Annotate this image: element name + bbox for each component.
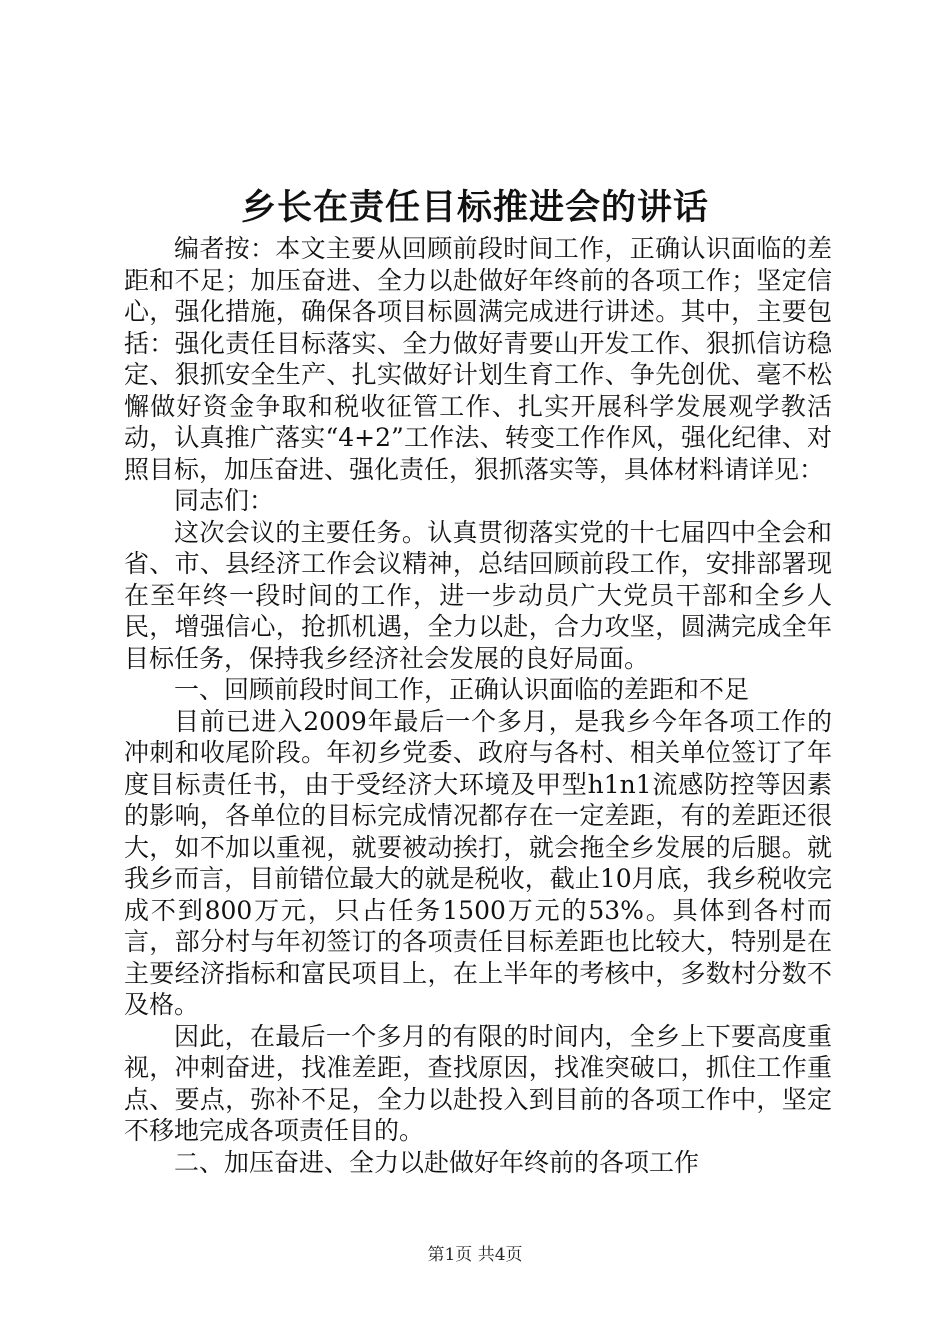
meeting-task-paragraph: 这次会议的主要任务。认真贯彻落实党的十七届四中全会和省、市、县经济工作会议精神，总结回顾前段工作，安排部署现在至年终一段时间的工作，进一步动员广大党员干部和全乡人民，增强信心，抢抓机遇，全力以赴，合力攻坚，圆满完成全年目标任务，保持我乡经济社会发展的良好局面。 — [124, 517, 832, 673]
page-footer: 第1页 共4页 — [427, 1245, 523, 1265]
conclusion-paragraph: 因此，在最后一个多月的有限的时间内，全乡上下要高度重视，冲刺奋进，找准差距，查找原因，找准突破口，抓住工作重点、要点，弥补不足，全力以赴投入到目前的各项工作中，坚定不移地完成各项责任目的。 — [124, 1021, 832, 1145]
section-heading-1: 一、回顾前段时间工作，正确认识面临的差距和不足 — [174, 675, 750, 704]
section-heading-2: 二、加压奋进、全力以赴做好年终前的各项工作 — [174, 1147, 700, 1177]
document-body — [124, 233, 832, 1178]
document-title: 乡长在责任目标推进会的讲话 — [240, 188, 709, 228]
review-paragraph: 目前已进入2009年最后一个多月，是我乡今年各项工作的冲刺和收尾阶段。年初乡党委、政府与各村、相关单位签订了年度目标责任书，由于受经济大环境及甲型h1n1流感防控等因素的影响，各单位的目标完成情况都存在一定差距，有的差距还很大，如不加以重视，就要被动挨打，就会拖全乡发展的后腿。就我乡而言，目前错位最大的就是税收，截止10月底，我乡税收完成不到800万元，只占任务1500万元的53%。具体到各村而言，部分村与年初签订的各项责任目标差距也比较大，特别是在主要经济指标和富民项目上，在上半年的考核中，多数村分数不及格。 — [124, 706, 832, 1019]
editor-note-paragraph: 编者按：本文主要从回顾前段时间工作，正确认识面临的差距和不足；加压奋进、全力以赴做好年终前的各项工作；坚定信心，强化措施，确保各项目标圆满完成进行讲述。其中，主要包括：强化责任目标落实、全力做好青要山开发工作、狠抓信访稳定、狠抓安全生产、扎实做好计划生育工作、争先创优、毫不松懈做好资金争取和税收征管工作、扎实开展科学发展观学教活动，认真推广落实“4+2”工作法、转变工作作风，强化纪律、对照目标，加压奋进、强化责任，狠抓落实等，具体材料请详见： — [124, 234, 832, 484]
salutation-paragraph: 同志们： — [174, 486, 275, 515]
